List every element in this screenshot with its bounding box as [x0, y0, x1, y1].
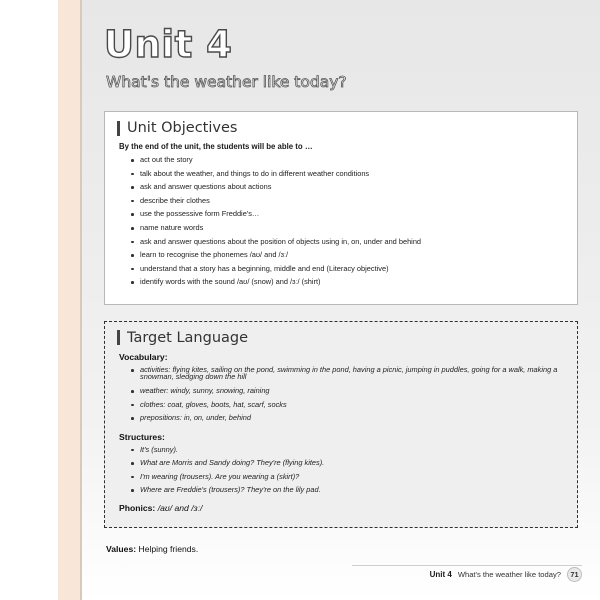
vocabulary-label: Vocabulary:	[119, 351, 168, 362]
footer-divider	[352, 565, 582, 566]
phonics-row	[119, 503, 565, 513]
section-marker-icon	[117, 121, 120, 136]
list-item: name nature words	[131, 224, 565, 231]
structures-list	[131, 446, 565, 494]
list-item: I'm wearing (trousers). Are you wearing a (skirt)?	[131, 473, 565, 480]
list-item: clothes: coat, gloves, boots, hat, scarf, socks	[131, 401, 565, 408]
target-language-header	[117, 330, 565, 346]
page-title: Unit 4	[104, 23, 233, 66]
phonics-label: Phonics:	[119, 502, 156, 513]
list-item: It's (sunny).	[131, 446, 565, 453]
page-number: 71	[567, 567, 582, 582]
list-item: act out the story	[131, 156, 565, 163]
unit-objectives-title: Unit Objectives	[127, 120, 238, 136]
list-item: use the possessive form Freddie's…	[131, 210, 565, 217]
values-row	[106, 544, 592, 554]
list-item: activities: flying kites, sailing on the pond, swimming in the pond, having a picnic, jumping in puddles, going for a walk, making a snowman, sledging down the hill	[131, 366, 565, 381]
page-footer	[430, 567, 582, 582]
unit-objectives-list	[131, 156, 565, 286]
list-item: understand that a story has a beginning, middle and end (Literacy objective)	[131, 265, 565, 272]
values-value: Helping friends.	[138, 543, 199, 554]
values-label: Values:	[106, 543, 137, 554]
page-content	[90, 0, 592, 600]
list-item: Where are Freddie's (trousers)? They're on the lily pad.	[131, 486, 565, 493]
list-item: ask and answer questions about actions	[131, 183, 565, 190]
footer-unit-label: Unit 4	[429, 570, 452, 579]
unit-objectives-box	[104, 111, 578, 305]
page-accent-strip	[58, 0, 80, 600]
vocabulary-list	[131, 366, 565, 422]
footer-title-label: What's the weather like today?	[457, 570, 561, 579]
page-outer-margin	[0, 0, 58, 600]
structures-label: Structures:	[119, 431, 165, 442]
list-item: describe their clothes	[131, 197, 565, 204]
list-item: ask and answer questions about the position of objects using in, on, under and behind	[131, 238, 565, 245]
section-marker-icon	[117, 330, 120, 345]
list-item: learn to recognise the phonemes /aʊ/ and /ɜː/	[131, 251, 565, 258]
list-item: weather: windy, sunny, snowing, raining	[131, 387, 565, 394]
page-subtitle: What's the weather like today?	[106, 73, 347, 91]
list-item: What are Morris and Sandy doing? They're (flying kites).	[131, 459, 565, 466]
phonics-value: /aʊ/ and /ɜː/	[157, 502, 203, 513]
unit-objectives-header	[117, 120, 565, 136]
list-item: identify words with the sound /aʊ/ (snow) and /ɜː/ (shirt)	[131, 278, 565, 285]
target-language-title: Target Language	[127, 329, 249, 346]
target-language-box	[104, 321, 578, 528]
unit-objectives-lead: By the end of the unit, the students will be able to …	[119, 142, 313, 151]
list-item: talk about the weather, and things to do in different weather conditions	[131, 170, 565, 177]
page-margin-rule	[80, 0, 82, 600]
list-item: prepositions: in, on, under, behind	[131, 414, 565, 421]
